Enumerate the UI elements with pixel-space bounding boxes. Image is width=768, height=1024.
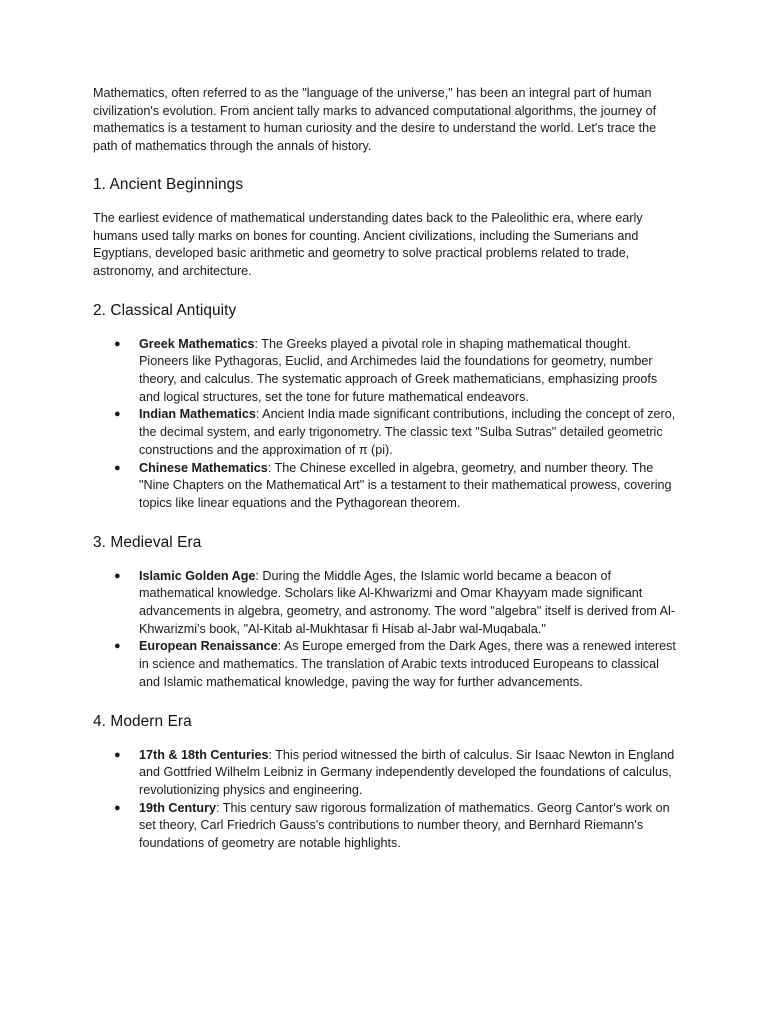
list-item-text: : The Greeks played a pivotal role in shaping mathematical thought. Pioneers like Pythagoras, Euclid, and Archimedes laid the foundations for geometry, number theory, and calculus. The systematic approach of Greek mathematicians, emphasizing proofs and logical structures, set the tone for future mathematical endeavors. (139, 336, 658, 404)
list-item-term: Greek Mathematics (139, 336, 255, 351)
list-item-term: Chinese Mathematics (139, 460, 268, 475)
bullet-icon: ● (114, 569, 121, 582)
medieval-era-list (93, 568, 678, 692)
list-item (93, 747, 678, 800)
list-item-text: : During the Middle Ages, the Islamic world became a beacon of mathematical knowledge. Scholars like Al-Khwarizmi and Omar Khayyam made significant advancements in algebra, geometry, and astronomy. The word "algebra" itself is derived from Al-Khwarizmi's book, "Al-Kitab al-Mukhtasar fi Hisab al-Jabr wal-Muqabala." (139, 568, 676, 636)
section-heading-ancient-beginnings: 1. Ancient Beginnings (93, 175, 244, 193)
list-item-text: : As Europe emerged from the Dark Ages, there was a renewed interest in science and mathematics. The translation of Arabic texts introduced Europeans to classical and Islamic mathematical knowledge, paving the way for further advancements. (139, 639, 676, 689)
intro-paragraph: Mathematics, often referred to as the "language of the universe," has been an integral part of human civilization's evolution. From ancient tally marks to advanced computational algorithms, the journey of mathematics is a testament to human curiosity and the desire to understand the world. Let's trace the path of mathematics through the annals of history. (93, 86, 657, 154)
section-heading-modern-era: 4. Modern Era (93, 712, 192, 730)
list-item-text: : This century saw rigorous formalization of mathematics. Georg Cantor's work on set theory, Carl Friedrich Gauss's contributions to number theory, and Bernhard Riemann's foundations of geometry are notable highlights. (139, 800, 670, 851)
classical-antiquity-list (93, 336, 678, 513)
document-page (93, 85, 678, 853)
section-heading-classical-antiquity: 2. Classical Antiquity (93, 301, 237, 319)
bullet-icon: ● (114, 640, 121, 653)
list-item (93, 800, 678, 853)
list-item-term: Islamic Golden Age (139, 568, 256, 583)
bullet-icon: ● (114, 337, 121, 350)
bullet-icon: ● (114, 801, 121, 814)
list-item (93, 336, 678, 407)
list-item-term: Indian Mathematics (139, 407, 256, 422)
list-item (93, 460, 678, 513)
list-item-text: : The Chinese excelled in algebra, geometry, and number theory. The "Nine Chapters on the Mathematical Art" is a testament to their mathematical prowess, covering topics like linear equations and the Pythagorean theorem. (139, 460, 672, 510)
modern-era-list (93, 747, 678, 853)
list-item-term: 17th & 18th Centuries (139, 747, 269, 762)
list-item-text: : This period witnessed the birth of calculus. Sir Isaac Newton in England and Gottfried Wilhelm Leibniz in Germany independently developed the foundations of calculus, revolutionizing physics and engineering. (139, 747, 675, 797)
ancient-beginnings-paragraph: The earliest evidence of mathematical understanding dates back to the Paleolithic era, where early humans used tally marks on bones for counting. Ancient civilizations, including the Sumerians and Egyptians, developed basic arithmetic and geometry to solve practical problems related to trade, astronomy, and architecture. (93, 210, 643, 278)
list-item-term: 19th Century (139, 800, 216, 815)
list-item (93, 638, 678, 691)
list-item (93, 568, 678, 639)
list-item-text: : Ancient India made significant contributions, including the concept of zero, the decimal system, and early trigonometry. The classic text "Sulba Sutras" detailed geometric constructions and the approximation of π (pi). (139, 407, 676, 457)
bullet-icon: ● (114, 408, 121, 421)
section-heading-medieval-era: 3. Medieval Era (93, 533, 202, 551)
bullet-icon: ● (114, 461, 121, 474)
list-item-term: European Renaissance (139, 639, 278, 654)
bullet-icon: ● (114, 748, 121, 761)
list-item (93, 406, 678, 459)
